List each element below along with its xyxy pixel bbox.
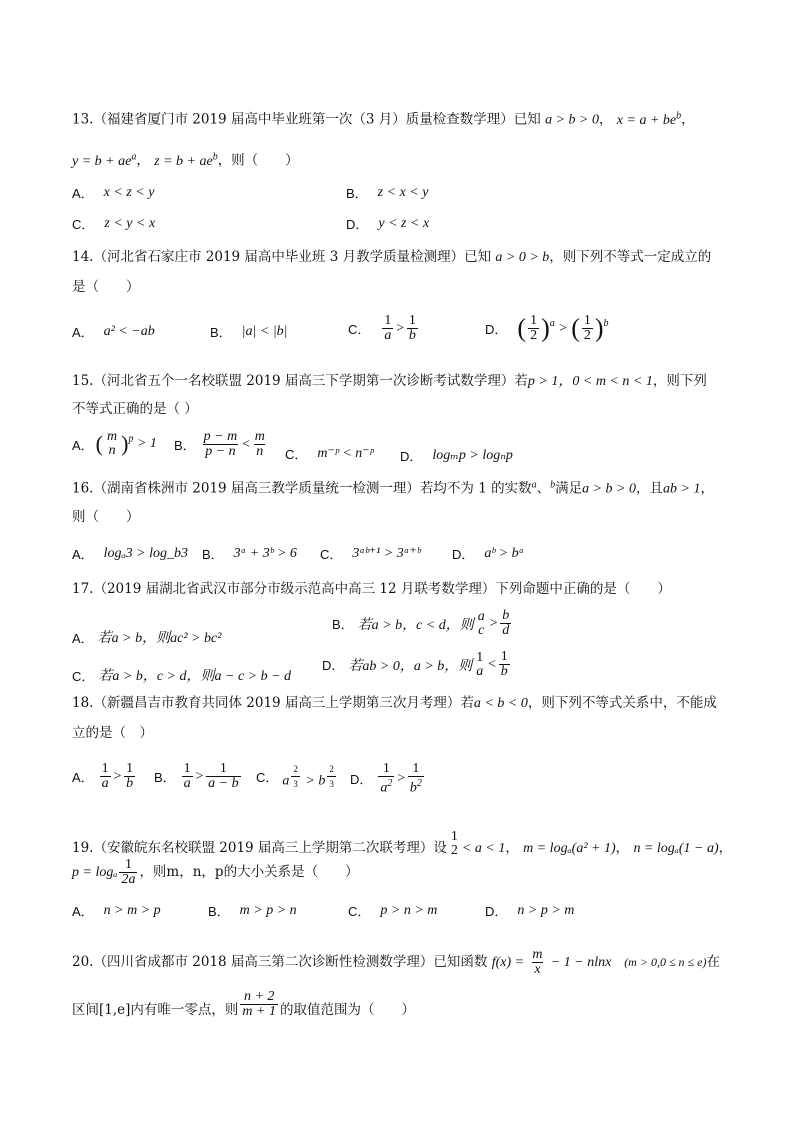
q20-stem-text: 20.（四川省成都市 2018 届高三第二次诊断性检测数学理）已知函数 bbox=[72, 954, 488, 970]
half-power-a: ( $\frac{1}{2}$ )$^a$ bbox=[517, 313, 555, 343]
option-text: 若ab > 0，a > b，则 bbox=[348, 658, 473, 674]
q14-stem bbox=[72, 248, 711, 267]
option-label: C． bbox=[285, 447, 308, 462]
q19-stem-text2: ，则m，n，p的大小关系是（ ） bbox=[139, 864, 359, 880]
q15-stem bbox=[72, 372, 707, 391]
option-label: D． bbox=[452, 547, 475, 562]
q16-condition: a > b > 0 bbox=[582, 481, 636, 497]
option-text: logₘp > logₙp bbox=[432, 448, 513, 463]
option-text: 若a > b，c > d，则a − c > b − d bbox=[98, 669, 292, 684]
option-label: D． bbox=[322, 658, 345, 673]
q13-stem-text: 13.（福建省厦门市 2019 届高中毕业班第一次（3 月）质量检查数学理）已知 bbox=[72, 111, 541, 128]
q18-option-d[interactable]: D． $\frac{1}{a^2}$ > $\frac{1}{b^2}$ bbox=[350, 761, 422, 796]
option-label: A． bbox=[72, 325, 94, 340]
q15-option-d[interactable] bbox=[400, 446, 513, 465]
q16-stem-text3: ，且 bbox=[636, 480, 663, 497]
q19-n-expression: n = logₐ(1 − a) bbox=[633, 841, 719, 856]
q15-stem-line2: 不等式正确的是（ ） bbox=[72, 401, 198, 417]
option-text: logₐ3 > log_b3 bbox=[103, 545, 188, 561]
q13-ask: ，则（ ） bbox=[217, 152, 299, 169]
q20-function: f(x) = bbox=[491, 955, 525, 970]
q17-stem: 17.（2019 届湖北省武汉市部分市级示范高中高三 12 月联考数学理）下列命题中正确的是（ ） bbox=[72, 581, 671, 597]
q17-option-a[interactable] bbox=[72, 627, 221, 647]
option-label: A． bbox=[72, 770, 94, 785]
q19-p-expression: p = logₐ bbox=[72, 865, 118, 880]
q14-option-c[interactable]: C． $\frac{1}{a}$ > $\frac{1}{b}$ bbox=[348, 313, 416, 343]
option-text: n > m > p bbox=[103, 902, 161, 918]
option-text: 若a > b，c < d，则 bbox=[357, 617, 474, 633]
q20-stem-text4: 的取值范围为（ ） bbox=[279, 1002, 415, 1018]
q14-condition: a > 0 > b bbox=[495, 250, 550, 265]
q19-option-c[interactable] bbox=[348, 901, 437, 920]
q16-option-a[interactable] bbox=[72, 544, 188, 563]
q19-stem: 19.（安徽皖东名校联盟 2019 届高三上学期第二次联考理）设 1 2 < a < 1， m = logₐ(a² + 1)， n = logₐ(1 − a)， bbox=[72, 829, 733, 858]
option-label: C． bbox=[320, 547, 343, 562]
q19-option-b[interactable] bbox=[208, 901, 297, 920]
q16-option-d[interactable] bbox=[452, 544, 524, 563]
q15-option-c[interactable] bbox=[285, 444, 374, 463]
q17-option-d[interactable]: D． 若ab > 0，a > b，则 1 a < $\frac{1}{b}$ bbox=[322, 649, 508, 679]
frac-1-over-b: $\frac{1}{b}$ bbox=[408, 313, 416, 343]
q15-condition: p > 1，0 < m < n < 1 bbox=[527, 374, 653, 389]
q14-option-d[interactable]: D． ( $\frac{1}{2}$ )$^a$ > ( $\frac{1}{2}$ )$^b$ bbox=[485, 313, 609, 343]
q18-stem-text: 18.（新疆昌吉市教育共同体 2019 届高三上学期第三次月考理）若 bbox=[72, 695, 474, 711]
q15-option-b[interactable]: B． $\frac{p - m}{p - n}$ < $\frac{m}{n}$ bbox=[174, 429, 265, 459]
q20-function-tail: − 1 − nlnx bbox=[550, 955, 612, 970]
frac-1-over-b: $\frac{1}{b}$ bbox=[500, 649, 508, 679]
option-text: a² < −ab bbox=[103, 323, 155, 339]
q20-stem: 20.（四川省成都市 2018 届高三第二次诊断性检测数学理）已知函数 f(x) = $\frac{m}{x}$ − 1 − nlnx (m > 0,0 ≤ n ≤ e)在 bbox=[72, 947, 720, 977]
option-text: x < z < y bbox=[103, 184, 155, 200]
q16-condition2: ab > 1 bbox=[663, 481, 701, 497]
frac-b-over-d: $\frac{b}{d}$ bbox=[502, 608, 510, 638]
option-label: C． bbox=[348, 904, 371, 919]
q13-option-a[interactable] bbox=[72, 183, 154, 202]
q18-option-b[interactable]: B． $\frac{1}{a}$ > $\frac{1}{a - b}$ bbox=[154, 761, 239, 791]
option-text: z < x < y bbox=[377, 184, 429, 200]
q20-condition: (m > 0,0 ≤ n ≤ e) bbox=[624, 955, 707, 969]
q16-stem: 16.（湖南省株洲市 2019 届高三教学质量统一检测一理）若均不为 1 的实数$^a$、$^b$满足a > b > 0，且ab > 1， bbox=[72, 479, 714, 497]
option-label: B． bbox=[332, 617, 354, 632]
q20-stem-text2: 在 bbox=[706, 954, 720, 970]
option-text: 3ᵃᵇ⁺¹ > 3ᵃ⁺ᵇ bbox=[352, 546, 421, 561]
q15-stem-text2: ，则下列 bbox=[652, 373, 707, 389]
option-label: D． bbox=[485, 322, 508, 337]
option-label: D． bbox=[485, 904, 508, 919]
q19-option-a[interactable] bbox=[72, 901, 161, 920]
frac-a-over-c: a c bbox=[477, 608, 485, 638]
option-text: p > n > m bbox=[380, 902, 438, 918]
q18-option-a[interactable]: A． $\frac{1}{a}$ > $\frac{1}{b}$ bbox=[72, 761, 134, 791]
option-label: A． bbox=[72, 186, 94, 201]
frac-1-over-a: $\frac{1}{a}$ bbox=[384, 313, 392, 343]
q17-option-b[interactable]: B． 若a > b，c < d，则 a c > $\frac{b}{d}$ bbox=[332, 608, 510, 638]
frac-p-minus-m: $\frac{p - m}{p - n}$ bbox=[203, 429, 238, 459]
q14-stem-text: 14.（河北省石家庄市 2019 届高中毕业班 3 月教学质量检测理）已知 bbox=[72, 249, 492, 265]
q14-option-a[interactable] bbox=[72, 322, 155, 341]
option-label: C． bbox=[72, 217, 95, 232]
q13-option-d[interactable] bbox=[346, 214, 429, 233]
q18-option-c[interactable]: C． a $^{\frac{2}{3}}$ > b $^{\frac{2}{3}}$ bbox=[256, 764, 334, 789]
option-text: n > p > m bbox=[517, 902, 575, 918]
half-power-b: ( $\frac{1}{2}$ )$^b$ bbox=[571, 313, 609, 343]
q18-condition: a < b < 0 bbox=[473, 696, 528, 711]
option-label: D． bbox=[400, 449, 423, 464]
q18-stem-text2: ，则下列不等式关系中，不能成 bbox=[527, 695, 717, 711]
q13-option-c[interactable] bbox=[72, 214, 155, 233]
q14-option-b[interactable] bbox=[210, 322, 288, 341]
option-text: |a| < |b| bbox=[241, 323, 288, 339]
option-text: 3ᵃ + 3ᵇ > 6 bbox=[233, 545, 297, 561]
q16-option-b[interactable] bbox=[202, 544, 297, 563]
q16-stem-text: 16.（湖南省株洲市 2019 届高三教学质量统一检测一理）若均不为 1 的实数 bbox=[72, 480, 532, 497]
frac-1-over-a: 1 a bbox=[476, 649, 484, 679]
q15-option-a[interactable] bbox=[72, 430, 157, 458]
option-text: y < z < x bbox=[378, 215, 430, 231]
option-label: A． bbox=[72, 437, 94, 453]
q18-stem-line2: 立的是（ ） bbox=[72, 725, 153, 741]
option-text: 若a > b，则ac² > bc² bbox=[97, 631, 222, 646]
q13-x-expression: $x = a + be^b$ bbox=[616, 110, 682, 128]
option-label: D． bbox=[346, 217, 369, 232]
option-label: C． bbox=[348, 322, 371, 337]
option-label: D． bbox=[350, 772, 373, 788]
q16-option-c[interactable] bbox=[320, 544, 421, 563]
option-label: B． bbox=[174, 438, 196, 453]
option-label: C． bbox=[72, 668, 95, 684]
option-text: aᵇ > bᵃ bbox=[484, 545, 525, 561]
q19-option-d[interactable] bbox=[485, 901, 574, 920]
q13-y-expression: $y = b + ae^a$ bbox=[72, 151, 137, 169]
option-text: m > p > n bbox=[239, 902, 297, 918]
q19-stem-text: 19.（安徽皖东名校联盟 2019 届高三上学期第二次联考理）设 bbox=[72, 840, 447, 856]
q19-stem-line2: p = logₐ $\frac{1}{2a}$ ，则m，n，p的大小关系是（ ） bbox=[72, 857, 359, 887]
m-over-n-power-p: ( m n )$^p$ > 1 bbox=[95, 429, 157, 458]
q17-option-c[interactable] bbox=[72, 665, 291, 685]
option-label: A． bbox=[72, 904, 94, 919]
option-label: B． bbox=[202, 547, 224, 562]
option-text: m⁻ᵖ < n⁻ᵖ bbox=[317, 446, 374, 461]
q18-stem bbox=[72, 694, 717, 713]
q16-stem-line2: 则（ ） bbox=[72, 509, 140, 525]
q19-m-expression: m = logₐ(a² + 1) bbox=[523, 841, 616, 856]
q14-stem-text2: ，则下列不等式一定成立的 bbox=[549, 249, 712, 265]
frac-m-over-n: $\frac{m}{n}$ bbox=[254, 429, 265, 459]
q13-option-b[interactable] bbox=[346, 183, 428, 202]
option-label: A． bbox=[72, 630, 94, 646]
q14-stem-line2: 是（ ） bbox=[72, 279, 140, 295]
q13-condition: a > b > 0 bbox=[545, 112, 599, 128]
option-label: B． bbox=[210, 325, 232, 340]
option-label: B． bbox=[208, 904, 230, 919]
option-label: B． bbox=[154, 770, 176, 785]
q15-stem-text: 15.（河北省五个一名校联盟 2019 届高三下学期第一次诊断考试数学理）若 bbox=[72, 373, 528, 389]
option-label: C． bbox=[256, 770, 279, 785]
q13-stem-line2: $y = b + ae^a$， $z = b + ae^b$，则（ ） bbox=[72, 151, 299, 169]
option-label: B． bbox=[346, 186, 368, 201]
option-label: A． bbox=[72, 547, 94, 562]
option-text: z < y < x bbox=[104, 215, 156, 231]
q20-stem-line2: 区间[1,e]内有唯一零点，则 $\frac{n + 2}{m + 1}$ 的取值范围为（ ） bbox=[72, 989, 415, 1019]
q13-stem: 13.（福建省厦门市 2019 届高中毕业班第一次（3 月）质量检查数学理）已知 a > b > 0， $x = a + be^b$， bbox=[72, 110, 695, 128]
q20-stem-text3: 区间[1,e]内有唯一零点，则 bbox=[72, 1002, 239, 1018]
q13-z-expression: $z = b + ae^b$ bbox=[154, 151, 218, 169]
q16-stem-text2: 满足 bbox=[555, 480, 583, 497]
